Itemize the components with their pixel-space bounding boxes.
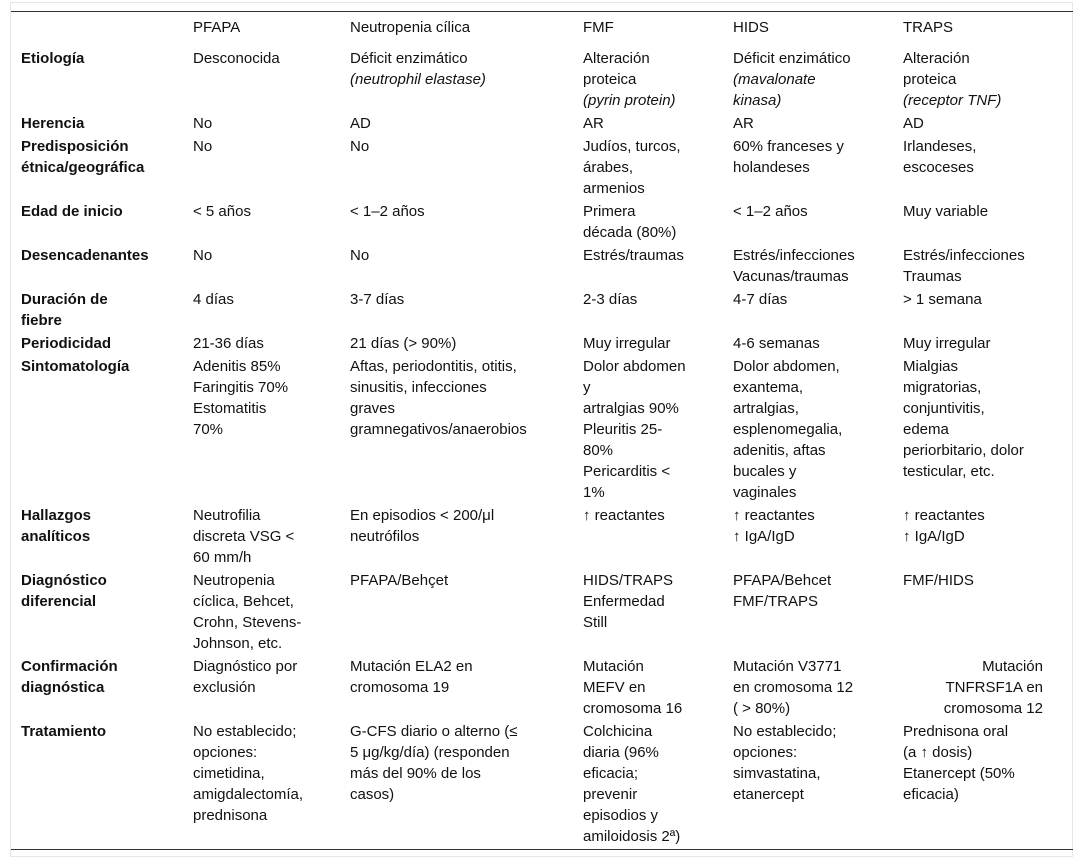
cell-line: etanercept [733,786,804,803]
table-cell [903,505,1073,570]
cell-line: simvastatina, [733,765,821,782]
row-label-line: Diagnóstico [21,572,107,589]
table-cell [350,356,583,505]
cell-line: G-CFS diario o alterno (≤ [350,723,518,740]
comparison-table [11,11,1073,850]
table-cell [903,656,1073,721]
cell-line: Estrés/traumas [583,247,684,264]
cell-line: Judíos, turcos, [583,138,681,155]
cell-line: testicular, etc. [903,463,995,480]
header-cell-hids: HIDS [733,19,769,36]
cell-line: Mutación V3771 [733,658,842,675]
cell-line: TNFRSF1A en [945,679,1043,696]
cell-line: proteica [583,71,637,88]
header-cell-0 [11,12,193,49]
cell-line: AD [350,115,371,132]
cell-line: cromosoma 16 [583,700,683,717]
cell-line: < 5 años [193,203,251,220]
cell-line: < 1–2 años [350,203,425,220]
cell-line: No establecido; [733,723,837,740]
cell-line: Neutropenia [193,572,275,589]
cell-line: Aftas, periodontitis, otitis, [350,358,517,375]
row-label-line: Etiología [21,50,85,67]
cell-line: ↑ reactantes [733,507,815,524]
cell-line: Déficit enzimático [733,50,851,67]
cell-line: 60 mm/h [193,549,252,566]
row-label [11,333,193,356]
cell-line: esplenomegalia, [733,421,843,438]
cell-line: amigdalectomía, [193,786,304,803]
cell-line: escoceses [903,159,974,176]
cell-line: migratorias, [903,379,982,396]
cell-line: ↑ IgA/IgD [903,528,965,545]
cell-line: AR [733,115,754,132]
row-label [11,201,193,245]
header-cell-pfapa: PFAPA [193,19,241,36]
table-row [11,570,1073,656]
row-label-line: Desencadenantes [21,247,149,264]
row-label [11,656,193,721]
table-cell [193,333,350,356]
header-row [11,12,1073,49]
cell-line: artralgias 90% [583,400,679,417]
cell-line: opciones: [733,744,798,761]
row-label-line: étnica/geográfica [21,159,145,176]
table-header [11,12,1073,49]
table-cell [583,48,733,113]
cell-line: Prednisona oral [903,723,1009,740]
cell-line: cíclica, Behcet, [193,593,294,610]
cell-line: Colchicina [583,723,653,740]
header-cell-neutropenia: Neutropenia cílica [350,19,471,36]
table-cell [193,505,350,570]
cell-line: década (80%) [583,224,677,241]
cell-line: Muy variable [903,203,989,220]
cell-line: sinusitis, infecciones [350,379,487,396]
cell-line: Mutación ELA2 en [350,658,473,675]
cell-line: Neutrofilia [193,507,261,524]
cell-line: Pleuritis 25- [583,421,663,438]
cell-line: Dolor abdomen, [733,358,840,375]
table-cell [193,289,350,333]
cell-line: ↑ IgA/IgD [733,528,795,545]
cell-line: Muy irregular [903,335,991,352]
cell-line: artralgias, [733,400,799,417]
cell-line: HIDS/TRAPS [583,572,674,589]
table-cell [350,136,583,201]
row-label-line: Sintomatología [21,358,130,375]
cell-line: Dolor abdomen [583,358,686,375]
cell-line: Faringitis 70% [193,379,289,396]
cell-line: neutrófilos [350,528,420,545]
cell-line: Déficit enzimático [350,50,468,67]
table-cell [903,201,1073,245]
cell-line: gramnegativos/anaerobios [350,421,527,438]
table-cell [193,136,350,201]
row-label-line: Periodicidad [21,335,112,352]
table-cell [733,48,903,113]
row-label-line: analíticos [21,528,91,545]
cell-line: Crohn, Stevens- [193,614,302,631]
table-cell [733,136,903,201]
table-cell [733,505,903,570]
cell-line: Estomatitis [193,400,267,417]
cell-line: Pericarditis < [583,463,671,480]
cell-line: 21-36 días [193,335,264,352]
row-label [11,136,193,201]
cell-line: árabes, [583,159,634,176]
cell-line: periorbitario, dolor [903,442,1024,459]
table-cell [903,333,1073,356]
table-cell [733,289,903,333]
cell-line: Still [583,614,608,631]
cell-line: exantema, [733,379,804,396]
cell-line: holandeses [733,159,810,176]
table-cell [583,505,733,570]
cell-line: casos) [350,786,395,803]
table-cell [733,245,903,289]
table-cell [193,245,350,289]
row-label-line: Edad de inicio [21,203,123,220]
table-cell [903,113,1073,136]
table-row [11,656,1073,721]
table-cell [733,656,903,721]
header-cell-fmf: FMF [583,19,614,36]
table-cell [350,333,583,356]
cell-line: 3-7 días [350,291,405,308]
cell-line: Estrés/infecciones [733,247,855,264]
cell-line: ( > 80%) [733,700,791,717]
cell-line: cimetidina, [193,765,265,782]
cell-line: FMF/TRAPS [733,593,818,610]
cell-line: adenitis, aftas [733,442,826,459]
table-cell [350,289,583,333]
table-row [11,136,1073,201]
cell-line: prednisona [193,807,268,824]
cell-line: > 1 semana [903,291,982,308]
table-row [11,505,1073,570]
cell-line: 4 días [193,291,234,308]
table-body [11,48,1073,850]
table-cell [193,201,350,245]
table-cell [350,113,583,136]
row-label-line: Predisposición [21,138,129,155]
cell-line: exclusión [193,679,256,696]
table-row [11,289,1073,333]
table-cell [193,356,350,505]
cell-line: (neutrophil elastase) [350,71,486,88]
table-cell [193,113,350,136]
cell-line: Johnson, etc. [193,635,283,652]
row-label-line: diagnóstica [21,679,105,696]
cell-line: cromosoma 19 [350,679,450,696]
cell-line: Mutación [583,658,644,675]
cell-line: armenios [583,180,645,197]
cell-line: en cromosoma 12 [733,679,854,696]
cell-line: No [193,115,213,132]
table-cell [903,570,1073,656]
cell-line: vaginales [733,484,797,501]
cell-line: No establecido; [193,723,297,740]
cell-line: diaria (96% [583,744,659,761]
cell-line: opciones: [193,744,258,761]
table-cell [733,356,903,505]
table-row [11,113,1073,136]
table-cell [350,48,583,113]
row-label-line: fiebre [21,312,62,329]
table-cell [350,245,583,289]
cell-line: < 1–2 años [733,203,808,220]
row-label [11,289,193,333]
table-cell [350,721,583,850]
row-label-line: Herencia [21,115,85,132]
row-label [11,113,193,136]
table-cell [903,48,1073,113]
cell-line: amiloidosis 2ª) [583,828,681,845]
row-label-line: Tratamiento [21,723,107,740]
cell-line: 1% [583,484,605,501]
cell-line: Alteración [903,50,970,67]
cell-line: ↑ reactantes [583,507,665,524]
cell-line: y [583,379,591,396]
table-row [11,356,1073,505]
header-cell-traps: TRAPS [903,19,954,36]
cell-line: 21 días (> 90%) [350,335,457,352]
table-cell [733,113,903,136]
table-cell [583,356,733,505]
table-cell [193,656,350,721]
table-cell [193,721,350,850]
row-label-line: Confirmación [21,658,118,675]
table-cell [583,721,733,850]
cell-line: 70% [193,421,224,438]
table-cell [583,570,733,656]
cell-line: PFAPA/Behçet [350,572,449,589]
cell-line: Diagnóstico por [193,658,298,675]
table-cell [583,656,733,721]
cell-line: Mutación [982,658,1043,675]
cell-line: 4-7 días [733,291,788,308]
table-cell [903,245,1073,289]
cell-line: cromosoma 12 [943,700,1043,717]
cell-line: Desconocida [193,50,280,67]
cell-line: MEFV en [583,679,646,696]
cell-line: Primera [583,203,636,220]
cell-line: No [193,138,213,155]
table-cell [583,136,733,201]
row-label [11,245,193,289]
cell-line: graves [350,400,396,417]
table-cell [903,289,1073,333]
table-cell [583,113,733,136]
cell-line: (a ↑ dosis) [903,744,973,761]
table-cell [193,48,350,113]
cell-line: 80% [583,442,614,459]
cell-line: edema [903,421,949,438]
cell-line: Mialgias [903,358,959,375]
table-cell [350,505,583,570]
cell-line: 5 μg/kg/día) (responden [350,744,510,761]
row-label-line: Hallazgos [21,507,92,524]
cell-line: discreta VSG < [193,528,295,545]
table-cell [733,201,903,245]
table-cell [193,570,350,656]
table-cell [903,356,1073,505]
row-label-line: Duración de [21,291,108,308]
cell-line: (receptor TNF) [903,92,1002,109]
row-label-line: diferencial [21,593,97,610]
cell-line: AR [583,115,604,132]
cell-line: No [350,247,370,264]
table-cell [733,570,903,656]
cell-line: Traumas [903,268,962,285]
cell-line: prevenir [583,786,638,803]
table-cell [583,333,733,356]
cell-line: (mavalonate [733,71,816,88]
row-label [11,721,193,850]
table-row [11,201,1073,245]
cell-line: 60% franceses y [733,138,844,155]
cell-line: Enfermedad [583,593,665,610]
table-row [11,721,1073,850]
cell-line: Vacunas/traumas [733,268,849,285]
cell-line: Alteración [583,50,650,67]
cell-line: proteica [903,71,957,88]
row-label [11,505,193,570]
cell-line: 4-6 semanas [733,335,820,352]
cell-line: Irlandeses, [903,138,977,155]
cell-line: Etanercept (50% [903,765,1015,782]
table-cell [733,721,903,850]
table-cell [733,333,903,356]
table-cell [350,570,583,656]
table-cell [903,136,1073,201]
cell-line: Muy irregular [583,335,671,352]
cell-line: eficacia) [903,786,959,803]
cell-line: conjuntivitis, [903,400,985,417]
table-row [11,245,1073,289]
table-cell [583,245,733,289]
table-row [11,48,1073,113]
cell-line: No [193,247,213,264]
table-cell [350,656,583,721]
table-cell [583,201,733,245]
cell-line: más del 90% de los [350,765,481,782]
cell-line: No [350,138,370,155]
cell-line: eficacia; [583,765,639,782]
cell-line: Estrés/infecciones [903,247,1025,264]
table-cell [350,201,583,245]
table-cell [583,289,733,333]
row-label [11,570,193,656]
cell-line: episodios y [583,807,659,824]
cell-line: Adenitis 85% [193,358,281,375]
cell-line: ↑ reactantes [903,507,985,524]
cell-line: PFAPA/Behcet [733,572,832,589]
row-label [11,356,193,505]
cell-line: kinasa) [733,92,782,109]
cell-line: AD [903,115,924,132]
cell-line: En episodios < 200/μl [350,507,495,524]
cell-line: 2-3 días [583,291,638,308]
row-label [11,48,193,113]
cell-line: FMF/HIDS [903,572,974,589]
table-cell [903,721,1073,850]
cell-line: (pyrin protein) [583,92,676,109]
cell-line: bucales y [733,463,797,480]
table-row [11,333,1073,356]
